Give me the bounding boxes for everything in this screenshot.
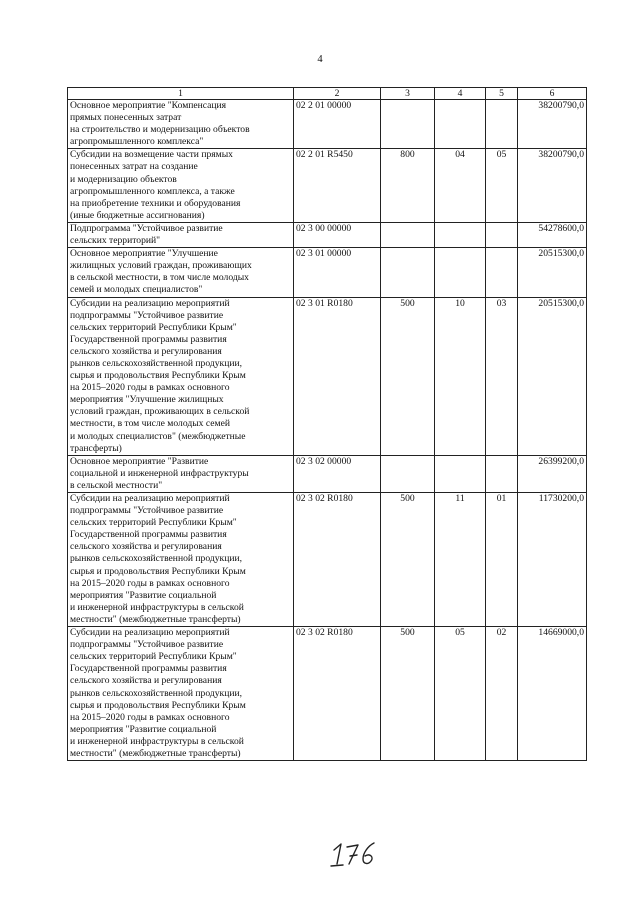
budget-table — [67, 87, 587, 761]
row-code-cell: 02 2 01 R5450 — [294, 149, 381, 223]
row-rz-cell: 04 — [435, 149, 486, 223]
table-row — [68, 493, 587, 627]
row-pr-cell: 01 — [486, 493, 518, 627]
row-name-cell: Субсидии на реализацию мероприятий подпрограммы "Устойчивое развитие сельских территорий Республики Крым" Государственной программы развития сельского хозяйства и регулирования рынков сельскохозяйственной продукции, сырья и продовольствия Республики Крым на 2015–2020 годы в рамках основного мероприятия "Улучшение жилищных условий граждан, проживающих в сельской местности, в том числе молодых семей и молодых специалистов" (межбюджетные трансферты) — [68, 297, 294, 455]
row-name-cell: Субсидии на реализацию мероприятий подпрограммы "Устойчивое развитие сельских территорий Республики Крым" Государственной программы развития сельского хозяйства и регулирования рынков сельскохозяйственной продукции, сырья и продовольствия Республики Крым на 2015–2020 годы в рамках основного мероприятия "Развитие социальной и инженерной инфраструктуры в сельской местности" (межбюджетные трансферты) — [68, 627, 294, 761]
row-code-cell: 02 3 00 00000 — [294, 222, 381, 247]
column-header: 6 — [518, 88, 587, 100]
row-code-cell: 02 3 02 R0180 — [294, 627, 381, 761]
row-amount-cell: 38200790,0 — [518, 149, 587, 223]
row-pr-cell: 05 — [486, 149, 518, 223]
row-vr-cell: 500 — [381, 297, 435, 455]
row-pr-cell — [486, 248, 518, 297]
column-header: 4 — [435, 88, 486, 100]
row-vr-cell — [381, 248, 435, 297]
table-row — [68, 297, 587, 455]
row-rz-cell: 11 — [435, 493, 486, 627]
table-header-row — [68, 88, 587, 100]
row-amount-cell: 54278600,0 — [518, 222, 587, 247]
row-pr-cell: 02 — [486, 627, 518, 761]
row-name-cell: Основное мероприятие "Компенсация прямых понесенных затрат на строительство и модернизацию объектов агропромышленного комплекса" — [68, 100, 294, 149]
row-pr-cell: 03 — [486, 297, 518, 455]
row-name-cell: Основное мероприятие "Улучшение жилищных условий граждан, проживающих в сельской местности, в том числе молодых семей и молодых специалистов" — [68, 248, 294, 297]
row-rz-cell — [435, 248, 486, 297]
row-rz-cell — [435, 222, 486, 247]
row-amount-cell: 14669000,0 — [518, 627, 587, 761]
row-amount-cell: 20515300,0 — [518, 248, 587, 297]
row-vr-cell: 500 — [381, 627, 435, 761]
table-row — [68, 222, 587, 247]
row-name-cell: Субсидии на возмещение части прямых понесенных затрат на создание и модернизацию объектов агропромышленного комплекса, а также на приобретение техники и оборудования (иные бюджетные ассигнования) — [68, 149, 294, 223]
table-row — [68, 100, 587, 149]
table-row — [68, 455, 587, 492]
row-pr-cell — [486, 222, 518, 247]
row-amount-cell: 11730200,0 — [518, 493, 587, 627]
table-row — [68, 149, 587, 223]
row-rz-cell: 05 — [435, 627, 486, 761]
table-row — [68, 627, 587, 761]
page-number: 4 — [317, 54, 323, 65]
row-amount-cell: 26399200,0 — [518, 455, 587, 492]
row-code-cell: 02 3 01 R0180 — [294, 297, 381, 455]
row-name-cell: Субсидии на реализацию мероприятий подпрограммы "Устойчивое развитие сельских территорий Республики Крым" Государственной программы развития сельского хозяйства и регулирования рынков сельскохозяйственной продукции, сырья и продовольствия Республики Крым на 2015–2020 годы в рамках основного мероприятия "Развитие социальной и инженерной инфраструктуры в сельской местности" (межбюджетные трансферты) — [68, 493, 294, 627]
row-name-cell: Подпрограмма "Устойчивое развитие сельских территорий" — [68, 222, 294, 247]
row-code-cell: 02 3 01 00000 — [294, 248, 381, 297]
row-vr-cell — [381, 222, 435, 247]
column-header: 1 — [68, 88, 294, 100]
row-vr-cell: 800 — [381, 149, 435, 223]
row-name-cell: Основное мероприятие "Развитие социальной и инженерной инфраструктуры в сельской местности" — [68, 455, 294, 492]
row-vr-cell — [381, 455, 435, 492]
row-code-cell: 02 2 01 00000 — [294, 100, 381, 149]
row-amount-cell: 38200790,0 — [518, 100, 587, 149]
row-pr-cell — [486, 100, 518, 149]
column-header: 5 — [486, 88, 518, 100]
handwritten-page-mark — [330, 838, 382, 873]
column-header: 2 — [294, 88, 381, 100]
row-code-cell: 02 3 02 R0180 — [294, 493, 381, 627]
row-vr-cell — [381, 100, 435, 149]
row-amount-cell: 20515300,0 — [518, 297, 587, 455]
row-rz-cell: 10 — [435, 297, 486, 455]
column-header: 3 — [381, 88, 435, 100]
row-rz-cell — [435, 100, 486, 149]
row-code-cell: 02 3 02 00000 — [294, 455, 381, 492]
row-vr-cell: 500 — [381, 493, 435, 627]
row-rz-cell — [435, 455, 486, 492]
row-pr-cell — [486, 455, 518, 492]
table-row — [68, 248, 587, 297]
handwritten-176-icon — [330, 838, 382, 868]
